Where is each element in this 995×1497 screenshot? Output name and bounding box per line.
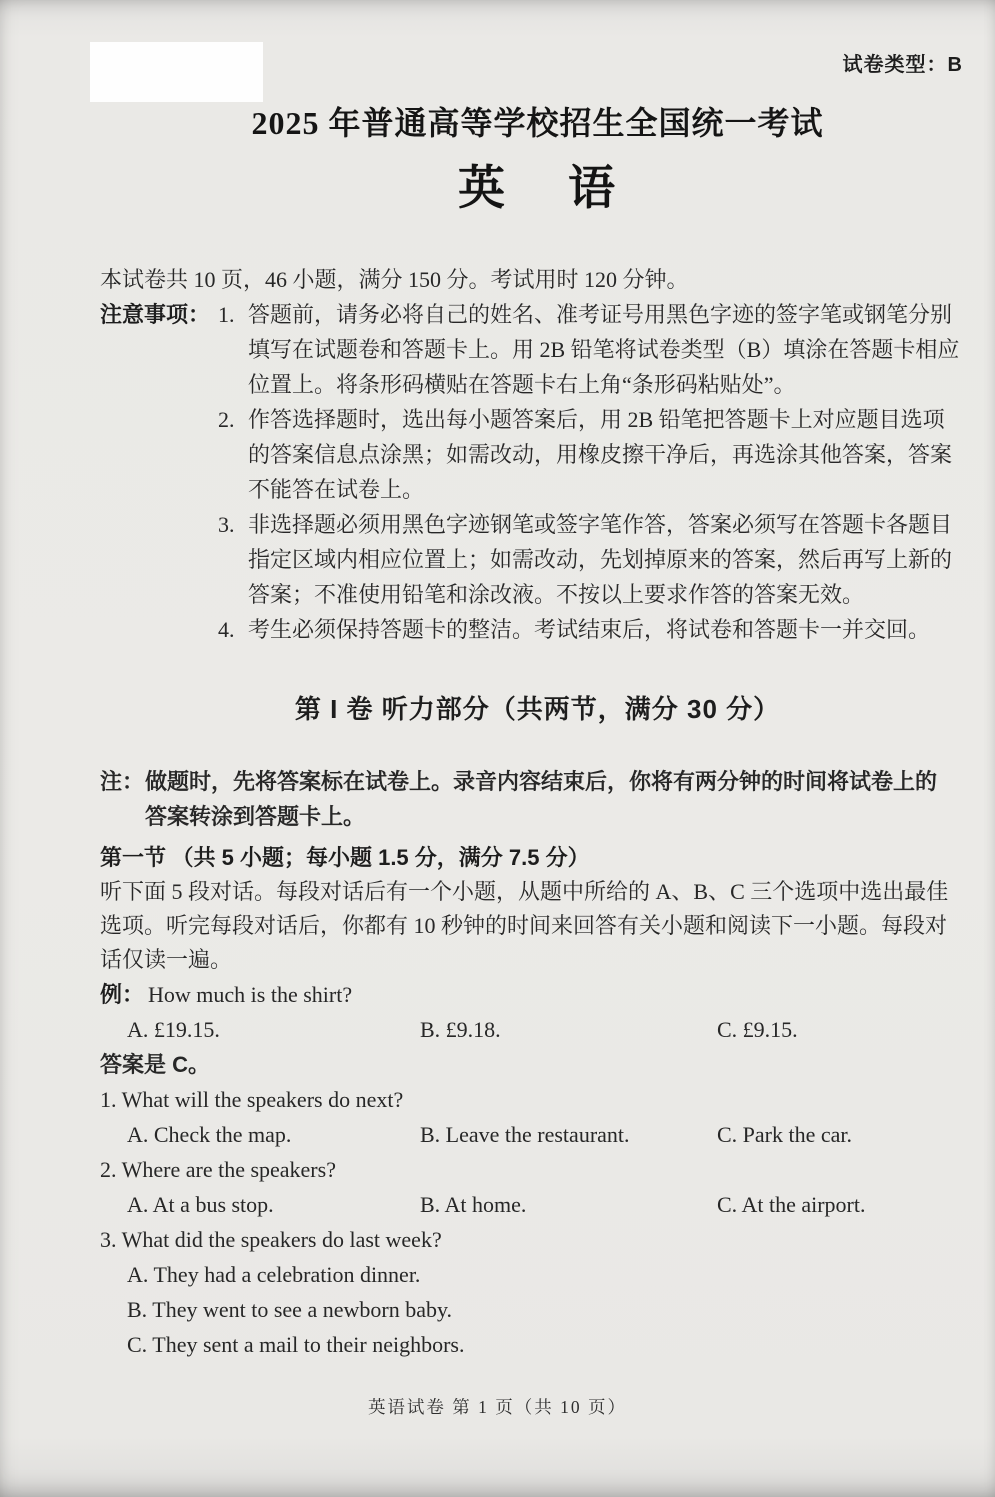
section1-instructions: 听下面 5 段对话。每段对话后有一个小题，从题中所给的 A、B、C 三个选项中选出最佳选项。听完每段对话后，你都有 10 秒钟的时间来回答有关小题和阅读下一小题。每段对话仅读一遍。	[100, 878, 949, 972]
footer-page-number: 英语试卷 第 1 页（共 10 页）	[367, 1397, 628, 1417]
notice-text: 作答选择题时，选出每小题答案后，用 2B 铅笔把答题卡上对应题目选项的答案信息点涂黑；如需改动，用橡皮擦干净后，再选涂其他答案，答案不能答在试卷上。	[248, 406, 953, 502]
notice-item-3	[218, 507, 975, 612]
redaction-box	[90, 42, 263, 102]
notices-block	[100, 297, 975, 647]
notice-item-1	[218, 297, 975, 402]
section1-label: 第一节	[100, 844, 167, 870]
subject-title: 英 语	[457, 161, 618, 215]
example-answer-note: 答案是 C。	[100, 1051, 211, 1077]
notice-number: 1.	[218, 301, 235, 327]
section1-meta: （共 5 小题；每小题 1.5 分，满分 7.5 分）	[171, 844, 590, 870]
part1-heading: 第 I 卷 听力部分（共两节，满分 30 分）	[294, 693, 781, 724]
option-b: B. £9.18.	[420, 1016, 501, 1042]
notice-text: 考生必须保持答题卡的整洁。考试结束后，将试卷和答题卡一并交回。	[248, 616, 931, 642]
example-question: How much is the shirt?	[148, 981, 353, 1007]
exam-title: 2025 年普通高等学校招生全国统一考试	[251, 105, 824, 141]
notice-item-4	[218, 612, 975, 647]
option-c: C. £9.15.	[717, 1016, 798, 1042]
question-1-options	[100, 1117, 975, 1152]
question-1-text: 1. What will the speakers do next?	[100, 1086, 404, 1112]
option-b: B. Leave the restaurant.	[420, 1121, 630, 1147]
notice-number: 2.	[218, 406, 235, 432]
example-options-row	[100, 1012, 975, 1047]
example-label: 例：	[100, 981, 145, 1007]
option-c: C. Park the car.	[717, 1121, 853, 1147]
question-3-option-c: C. They sent a mail to their neighbors.	[127, 1331, 465, 1357]
question-3-text: 3. What did the speakers do last week?	[100, 1226, 442, 1252]
listening-note	[100, 764, 975, 834]
example-line	[100, 977, 975, 1012]
notice-text: 答题前，请务必将自己的姓名、准考证号用黑色字迹的签字笔或钢笔分别填写在试题卷和答题卡上。用 2B 铅笔将试卷类型（B）填涂在答题卡相应位置上。将条形码横贴在答题卡右上角“条形码粘贴处”。	[248, 301, 960, 397]
paper-type-label: 试卷类型：B	[842, 54, 963, 76]
question-2-text: 2. Where are the speakers?	[100, 1156, 336, 1182]
section1-heading	[100, 840, 975, 875]
notices-list	[218, 297, 975, 647]
notice-number: 4.	[218, 616, 235, 642]
note-label: 注：	[100, 768, 145, 794]
notice-item-2	[218, 402, 975, 507]
option-a: A. Check the map.	[127, 1121, 292, 1147]
notices-label: 注意事项：	[100, 301, 211, 327]
option-b: B. At home.	[420, 1191, 527, 1217]
question-3-option-b: B. They went to see a newborn baby.	[127, 1296, 453, 1322]
question-3-option-a: A. They had a celebration dinner.	[127, 1261, 421, 1287]
notice-number: 3.	[218, 511, 235, 537]
note-text: 做题时，先将答案标在试卷上。录音内容结束后，你将有两分钟的时间将试卷上的答案转涂到答题卡上。	[145, 768, 938, 829]
option-c: C. At the airport.	[717, 1191, 866, 1217]
option-a: A. £19.15.	[127, 1016, 220, 1042]
question-2-options	[100, 1187, 975, 1222]
option-a: A. At a bus stop.	[127, 1191, 274, 1217]
notice-text: 非选择题必须用黑色字迹钢笔或签字笔作答，答案必须写在答题卡各题目指定区域内相应位置上；如需改动，先划掉原来的答案，然后再写上新的答案；不准使用铅笔和涂改液。不按以上要求作答的答案无效。	[248, 511, 953, 607]
intro-summary: 本试卷共 10 页，46 小题，满分 150 分。考试用时 120 分钟。	[100, 266, 689, 292]
